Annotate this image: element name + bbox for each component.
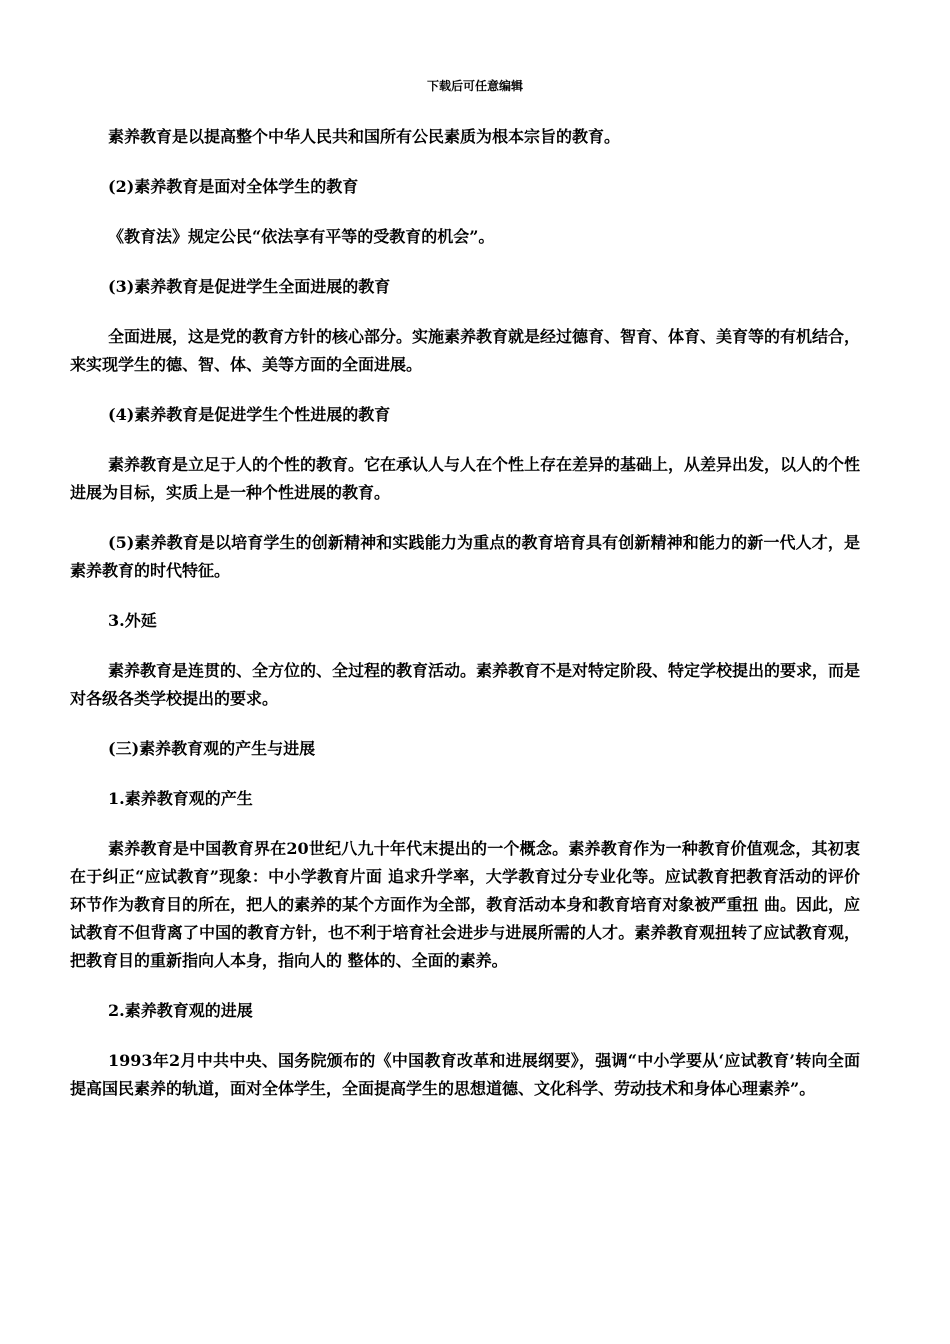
section-heading: (2)素养教育是面对全体学生的教育 (108, 177, 359, 196)
paragraph: 1993年2月中共中央、国务院颁布的《中国教育改革和进展纲要》，强调“中小学要从‘应试教育’转向全面提高国民素养的轨道，面对全体学生，全面提高学生的思想道德、文化科学、劳动技术和身体心理素养”。 (70, 1051, 860, 1098)
paragraph: 素养教育是连贯的、全方位的、全过程的教育活动。素养教育不是对特定阶段、特定学校提出的要求，而是对各级各类学校提出的要求。 (70, 661, 861, 708)
section-heading: (3)素养教育是促进学生全面进展的教育 (108, 277, 391, 296)
paragraph: 《教育法》规定公民“依法享有平等的受教育的机会”。 (108, 227, 495, 246)
section-heading: 2.素养教育观的进展 (108, 1001, 253, 1020)
paragraph: 素养教育是立足于人的个性的教育。它在承认人与人在个性上存在差异的基础上，从差异出发，以人的个性进展为目标，实质上是一种个性进展的教育。 (70, 455, 861, 502)
paragraph: (5)素养教育是以培育学生的创新精神和实践能力为重点的教育培育具有创新精神和能力的新一代人才，是素养教育的时代特征。 (70, 533, 860, 580)
page-header: 下载后可任意编辑 (426, 79, 523, 93)
section-heading: (三)素养教育观的产生与进展 (108, 739, 316, 758)
document-body (70, 123, 860, 1125)
paragraph: 素养教育是中国教育界在20世纪八九十年代末提出的一个概念。素养教育作为一种教育价值观念，其初衷在于纠正“应试教育”现象：中小学教育片面 追求升学率，大学教育过分专业化等。应试教育把教育活动的评价环节作为教育目的所在，把人的素养的某个方面作为全部，教育活动本身和教育培育对象被严重扭 曲。因此，应试教育不但背离了中国的教育方针，也不利于培育社会进步与进展所需的人才。素养教育观扭转了应试教育观，把教育目的重新指向人本身，指向人的 整体的、全面的素养。 (70, 839, 860, 970)
paragraph: 素养教育是以提高整个中华人民共和国所有公民素质为根本宗旨的教育。 (108, 127, 621, 146)
section-heading: 3.外延 (108, 611, 157, 630)
section-heading: 1.素养教育观的产生 (108, 789, 253, 808)
section-heading: (4)素养教育是促进学生个性进展的教育 (108, 405, 391, 424)
paragraph: 全面进展，这是党的教育方针的核心部分。实施素养教育就是经过德育、智育、体育、美育等的有机结合，来实现学生的德、智、体、美等方面的全面进展。 (70, 327, 861, 374)
